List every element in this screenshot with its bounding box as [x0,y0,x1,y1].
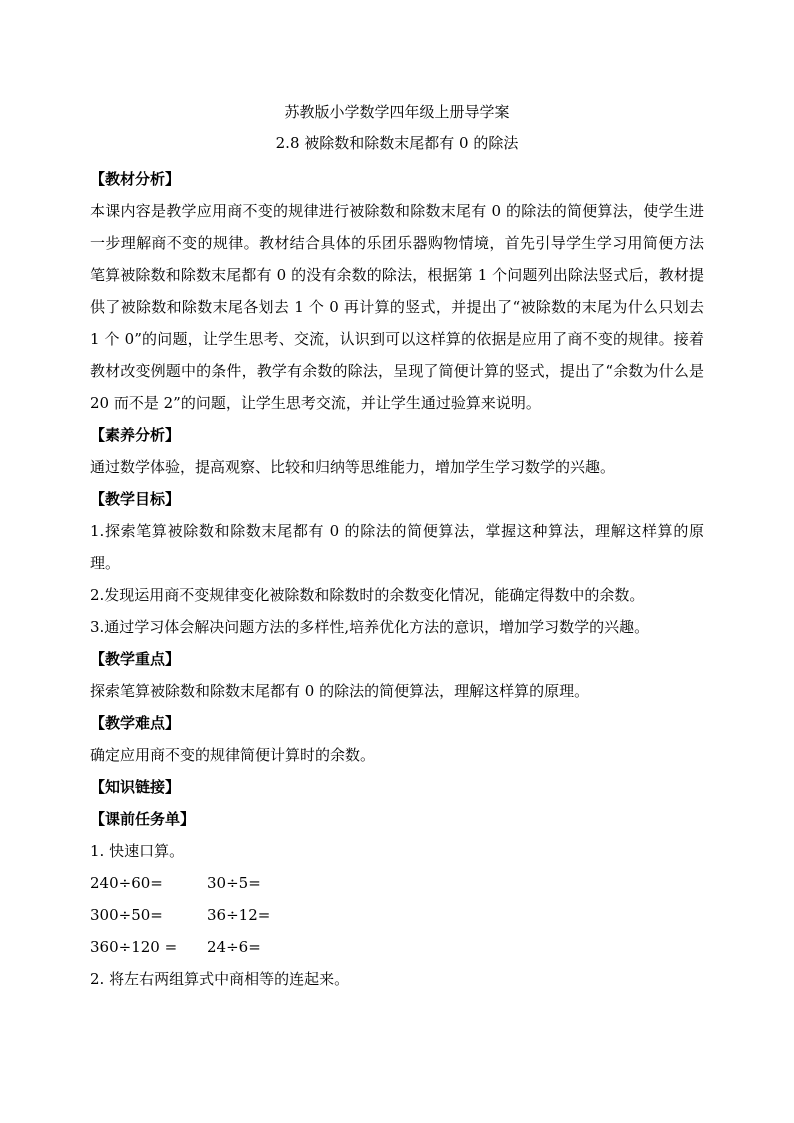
heading-key-points: 【教学重点】 [90,650,181,668]
calc-expression: 300÷50= [90,906,163,924]
document-body [90,163,704,995]
task-2-text: 2. 将左右两组算式中商相等的连起来。 [90,970,350,988]
heading-difficulties: 【教学难点】 [90,714,181,732]
heading-knowledge-link: 【知识链接】 [90,778,181,796]
document-title: 苏教版小学数学四年级上册导学案 [284,103,510,121]
heading-textbook-analysis: 【教材分析】 [90,170,181,188]
textbook-analysis-text: 本课内容是教学应用商不变的规律进行被除数和除数末尾有 0 的除法的简便算法，使学生进一步理解商不变的规律。教材结合具体的乐团乐器购物情境，首先引导学生学习用简便方法笔算被除数和除数末尾都有 0 的没有余数的除法，根据第 1 个问题列出除法竖式后，教材提供了被除数和除数末尾各划去 1 个 0 再计算的竖式，并提出了“被除数的末尾为什么只划去 1 个 0”的问题，让学生思考、交流，认识到可以这样算的依据是应用了商不变的规律。接着教材改变例题中的条件，教学有余数的除法，呈现了简便计算的竖式，提出了“余数为什么是 20 而不是 2”的问题，让学生思考交流，并让学生通过验算来说明。 [90,202,704,412]
calc-row [90,867,704,899]
calc-row [90,931,704,963]
calc-row [90,899,704,931]
calc-expression: 240÷60= [90,874,163,892]
calc-expression: 36÷12= [207,906,271,924]
lesson-subtitle: 2.8 被除数和除数末尾都有 0 的除法 [275,134,519,152]
heading-teaching-goals: 【教学目标】 [90,490,181,508]
heading-literacy-analysis: 【素养分析】 [90,426,181,444]
calc-expression: 360÷120 = [90,938,178,956]
calc-expression: 24÷6= [207,938,261,956]
key-points-text: 探索笔算被除数和除数末尾都有 0 的除法的简便算法，理解这样算的原理。 [90,682,590,700]
teaching-goal-item: 1.探索笔算被除数和除数末尾都有 0 的除法的简便算法，掌握这种算法，理解这样算的原理。 [90,522,704,572]
difficulties-text: 确定应用商不变的规律简便计算时的余数。 [90,746,376,764]
teaching-goal-item: 3.通过学习体会解决问题方法的多样性,培养优化方法的意识，增加学习数学的兴趣。 [90,618,650,636]
task-1-text: 1. 快速口算。 [90,842,185,860]
literacy-analysis-text: 通过数学体验，提高观察、比较和归纳等思维能力，增加学生学习数学的兴趣。 [90,458,616,476]
heading-pre-class-tasks: 【课前任务单】 [90,810,196,828]
teaching-goal-item: 2.发现运用商不变规律变化被除数和除数时的余数变化情况，能确定得数中的余数。 [90,586,645,604]
calc-expression: 30÷5= [207,874,261,892]
